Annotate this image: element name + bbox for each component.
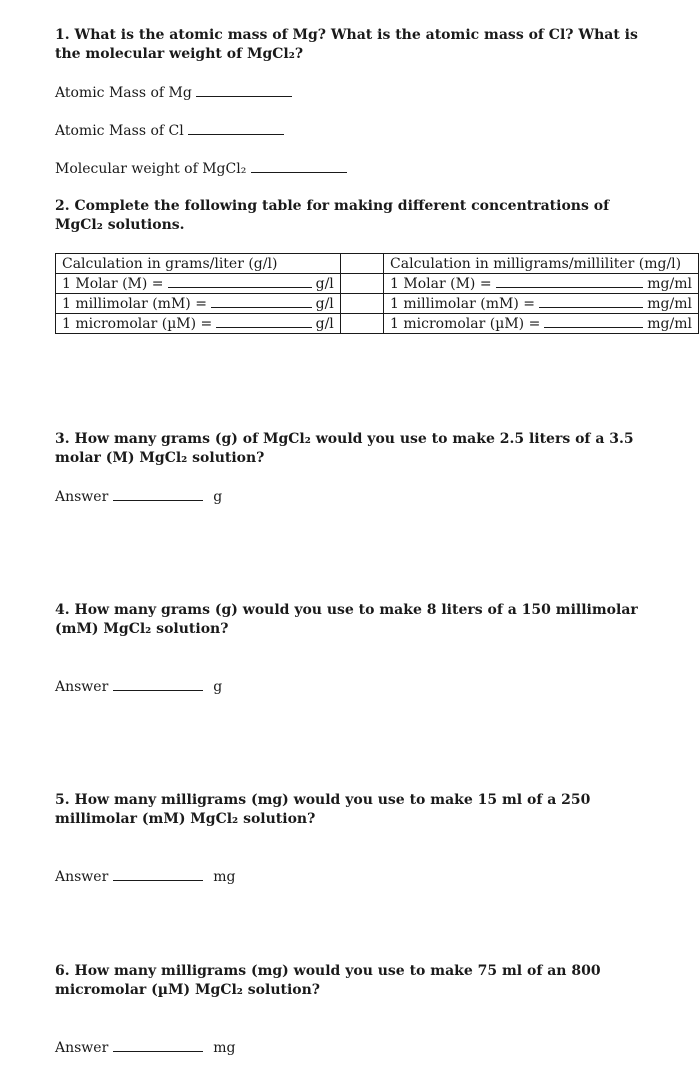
spacer-cell: [340, 294, 383, 314]
row-label: 1 Molar (M) =: [390, 275, 492, 292]
molecular-weight-label: Molecular weight of MgCl₂: [55, 161, 247, 177]
answer-blank[interactable]: [211, 296, 312, 308]
answer-label: Answer: [55, 1040, 109, 1056]
atomic-mass-mg-blank[interactable]: [196, 84, 292, 97]
row-label: 1 millimolar (mM) =: [390, 295, 535, 312]
row-label: 1 Molar (M) =: [62, 275, 164, 292]
row-label: 1 micromolar (µM) =: [390, 315, 541, 332]
answer-blank[interactable]: [496, 276, 644, 288]
question-2: 2. Complete the following table for making different concentrations of MgCl₂ solutions.: [55, 198, 610, 233]
left-header: Calculation in grams/liter (g/l): [56, 254, 341, 274]
question-6: 6. How many milligrams (mg) would you use to make 75 ml of an 800 micromolar (µM) MgCl₂ solution?: [55, 963, 601, 998]
answer-label: Answer: [55, 679, 109, 695]
concentration-table: [55, 253, 699, 334]
answer-label: Answer: [55, 489, 109, 505]
unit-label: g/l: [315, 315, 334, 332]
spacer-cell: [340, 254, 383, 274]
unit-label: g: [213, 489, 223, 505]
answer-blank[interactable]: [216, 316, 311, 328]
atomic-mass-cl-label: Atomic Mass of Cl: [55, 123, 184, 139]
answer-blank[interactable]: [113, 868, 203, 881]
atomic-mass-cl-line: [55, 122, 284, 140]
answer-line-6: [55, 1039, 235, 1057]
row-label: 1 micromolar (µM) =: [62, 315, 213, 332]
molecular-weight-line: [55, 160, 347, 178]
table-row: [56, 294, 699, 314]
spacer-cell: [340, 274, 383, 294]
answer-blank[interactable]: [113, 1039, 203, 1052]
unit-label: mg/ml: [647, 275, 692, 292]
question-1: 1. What is the atomic mass of Mg? What is the atomic mass of Cl? What is the molecular weight of MgCl₂?: [55, 27, 638, 62]
spacer-cell: [340, 314, 383, 334]
question-4: 4. How many grams (g) would you use to make 8 liters of a 150 millimolar (mM) MgCl₂ solution?: [55, 602, 638, 637]
unit-label: g/l: [315, 275, 334, 292]
unit-label: mg/ml: [647, 315, 692, 332]
answer-blank[interactable]: [113, 488, 203, 501]
table-row: [56, 274, 699, 294]
unit-label: mg: [213, 1040, 236, 1056]
answer-blank[interactable]: [544, 316, 643, 328]
answer-line-3: [55, 488, 222, 506]
molecular-weight-blank[interactable]: [251, 160, 347, 173]
answer-blank[interactable]: [113, 678, 203, 691]
table-header-row: [56, 254, 699, 274]
unit-label: g/l: [315, 295, 334, 312]
answer-line-4: [55, 678, 222, 696]
atomic-mass-mg-label: Atomic Mass of Mg: [55, 85, 192, 101]
question-3: 3. How many grams (g) of MgCl₂ would you use to make 2.5 liters of a 3.5 molar (M) MgCl₂ solution?: [55, 431, 634, 466]
answer-blank[interactable]: [168, 276, 312, 288]
answer-blank[interactable]: [539, 296, 643, 308]
unit-label: g: [213, 679, 223, 695]
unit-label: mg: [213, 869, 236, 885]
right-header: Calculation in milligrams/milliliter (mg/l): [384, 254, 699, 274]
answer-line-5: [55, 868, 235, 886]
unit-label: mg/ml: [647, 295, 692, 312]
atomic-mass-mg-line: [55, 84, 292, 102]
row-label: 1 millimolar (mM) =: [62, 295, 207, 312]
answer-label: Answer: [55, 869, 109, 885]
table-row: [56, 314, 699, 334]
question-5: 5. How many milligrams (mg) would you use to make 15 ml of a 250 millimolar (mM) MgCl₂ solution?: [55, 792, 591, 827]
atomic-mass-cl-blank[interactable]: [188, 122, 284, 135]
